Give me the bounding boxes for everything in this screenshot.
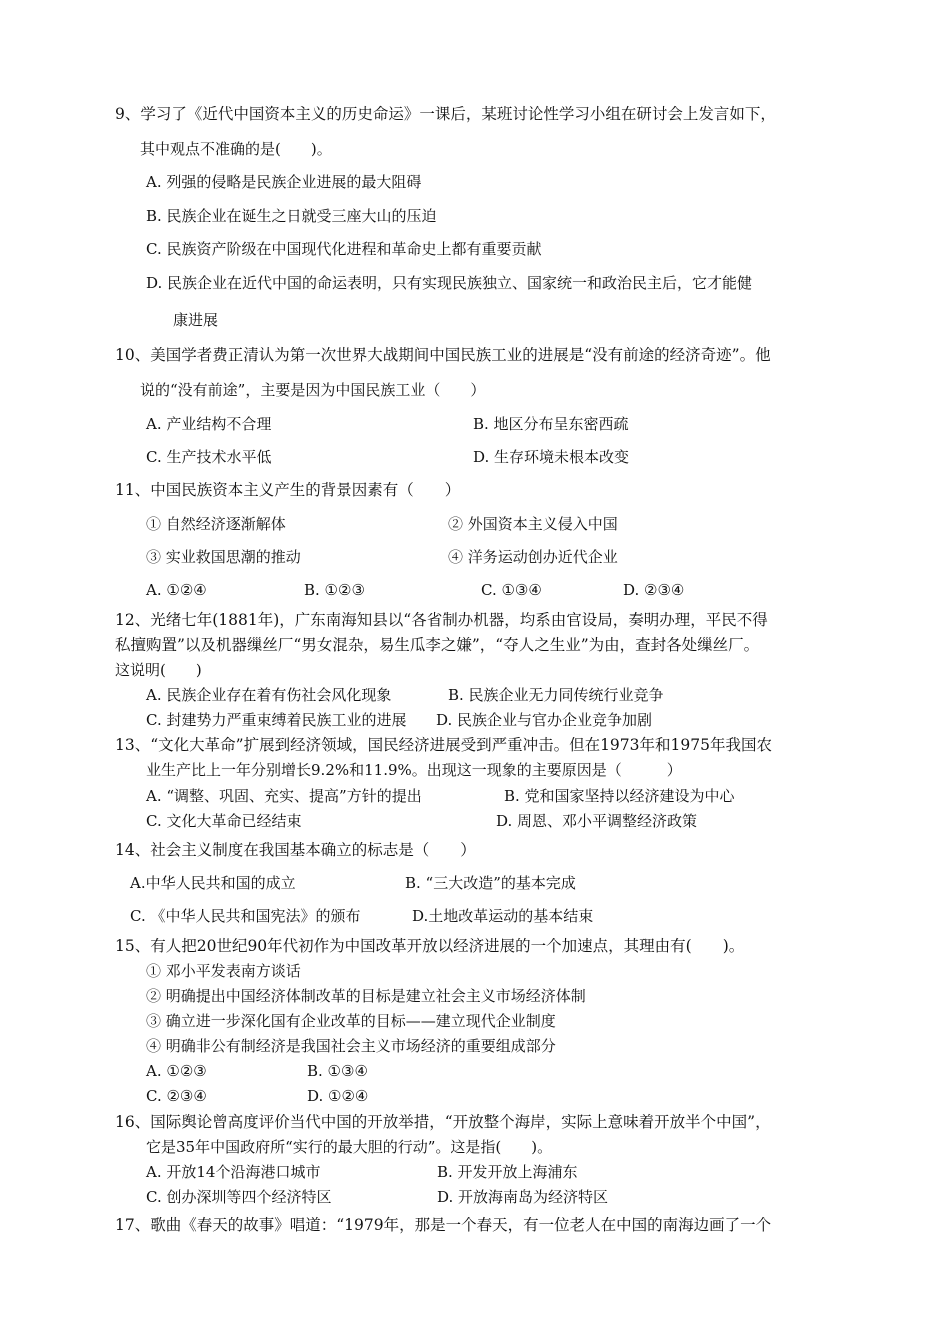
q9-option-a: A. 列强的侵略是民族企业进展的最大阻碍 [146, 173, 422, 191]
q13-option-b: B. 党和国家坚持以经济建设为中心 [504, 787, 735, 805]
q14-option-c: C. 《中华人民共和国宪法》的颁布 [130, 907, 361, 925]
q15-item-4: ④ 明确非公有制经济是我国社会主义市场经济的重要组成部分 [146, 1037, 556, 1055]
q14-option-a: A.中华人民共和国的成立 [130, 874, 296, 892]
q13-option-c: C. 文化大革命已经结束 [146, 812, 302, 830]
q9-option-d-line-2: 康进展 [173, 311, 219, 329]
q15-option-b: B. ①③④ [307, 1062, 368, 1080]
q10-option-a: A. 产业结构不合理 [146, 415, 272, 433]
q13-option-a: A. “调整、巩固、充实、提高”方针的提出 [146, 787, 422, 805]
q11-item-2: ② 外国资本主义侵入中国 [448, 515, 618, 533]
q11-stem: 11、中国民族资本主义产生的背景因素有（ ） [115, 481, 461, 499]
q15-item-1: ① 邓小平发表南方谈话 [146, 962, 301, 980]
q10-option-b: B. 地区分布呈东密西疏 [473, 415, 629, 433]
q9-stem-line-2: 其中观点不准确的是( )。 [140, 140, 332, 158]
q11-option-a: A. ①②④ [146, 581, 207, 599]
q15-option-d: D. ①②④ [307, 1087, 369, 1105]
q12-stem-line-3: 这说明( ) [115, 661, 202, 679]
q13-option-d: D. 周恩、邓小平调整经济政策 [496, 812, 698, 830]
q11-item-4: ④ 洋务运动创办近代企业 [448, 548, 618, 566]
q13-stem-line-2: 业生产比上一年分别增长9.2%和11.9%。出现这一现象的主要原因是（ ） [146, 761, 682, 779]
q14-option-b: B. “三大改造”的基本完成 [405, 874, 576, 892]
q16-stem-line-2: 它是35年中国政府所“实行的最大胆的行动”。这是指( )。 [146, 1138, 553, 1156]
q15-stem: 15、有人把20世纪90年代初作为中国改革开放以经济进展的一个加速点，其理由有( )。 [115, 937, 745, 955]
q15-item-2: ② 明确提出中国经济体制改革的目标是建立社会主义市场经济体制 [146, 987, 586, 1005]
q14-stem: 14、社会主义制度在我国基本确立的标志是（ ） [115, 841, 476, 859]
q14-option-d: D.土地改革运动的基本结束 [412, 907, 594, 925]
q16-option-b: B. 开发开放上海浦东 [437, 1163, 578, 1181]
q9-stem-line-1: 9、学习了《近代中国资本主义的历史命运》一课后，某班讨论性学习小组在研讨会上发言如下， [115, 105, 776, 123]
q12-stem-line-2: 私擅购置”以及机器缫丝厂“男女混杂，易生瓜李之嫌”，“夺人之生业”为由，查封各处缫丝厂。 [115, 636, 760, 654]
q9-option-b: B. 民族企业在诞生之日就受三座大山的压迫 [146, 207, 437, 225]
q17-stem-line-1: 17、歌曲《春天的故事》唱道：“1979年，那是一个春天，有一位老人在中国的南海边画了一个 [115, 1216, 772, 1234]
q11-item-3: ③ 实业救国思潮的推动 [146, 548, 301, 566]
q12-option-c: C. 封建势力严重束缚着民族工业的进展 [146, 711, 407, 729]
q10-stem-line-2: 说的“没有前途”，主要是因为中国民族工业（ ） [140, 381, 486, 399]
q15-option-c: C. ②③④ [146, 1087, 207, 1105]
q16-option-a: A. 开放14个沿海港口城市 [146, 1163, 321, 1181]
q11-option-c: C. ①③④ [481, 581, 542, 599]
q11-option-d: D. ②③④ [623, 581, 685, 599]
q12-option-d: D. 民族企业与官办企业竞争加剧 [436, 711, 653, 729]
q16-option-d: D. 开放海南岛为经济特区 [437, 1188, 609, 1206]
q12-option-a: A. 民族企业存在着有伤社会风化现象 [146, 686, 392, 704]
q9-option-d-line-1: D. 民族企业在近代中国的命运表明，只有实现民族独立、国家统一和政治民主后，它才能健 [146, 274, 753, 292]
q15-item-3: ③ 确立进一步深化国有企业改革的目标——建立现代企业制度 [146, 1012, 556, 1030]
q16-option-c: C. 创办深圳等四个经济特区 [146, 1188, 332, 1206]
q12-stem-line-1: 12、光绪七年(1881年)，广东南海知县以“各省制办机器，均系由官设局，奏明办理，平民不得 [115, 611, 768, 629]
q11-item-1: ① 自然经济逐渐解体 [146, 515, 286, 533]
q10-option-c: C. 生产技术水平低 [146, 448, 272, 466]
q10-option-d: D. 生存环境未根本改变 [473, 448, 630, 466]
q12-option-b: B. 民族企业无力同传统行业竞争 [448, 686, 664, 704]
q13-stem-line-1: 13、“文化大革命”扩展到经济领域，国民经济进展受到严重冲击。但在1973年和1975年我国农 [115, 736, 772, 754]
q16-stem-line-1: 16、国际舆论曾高度评价当代中国的开放举措，“开放整个海岸，实际上意味着开放半个中国”， [115, 1113, 771, 1131]
q10-stem-line-1: 10、美国学者费正清认为第一次世界大战期间中国民族工业的进展是“没有前途的经济奇迹”。他 [115, 346, 771, 364]
q11-option-b: B. ①②③ [304, 581, 365, 599]
q9-option-c: C. 民族资产阶级在中国现代化进程和革命史上都有重要贡献 [146, 240, 542, 258]
q15-option-a: A. ①②③ [146, 1062, 207, 1080]
